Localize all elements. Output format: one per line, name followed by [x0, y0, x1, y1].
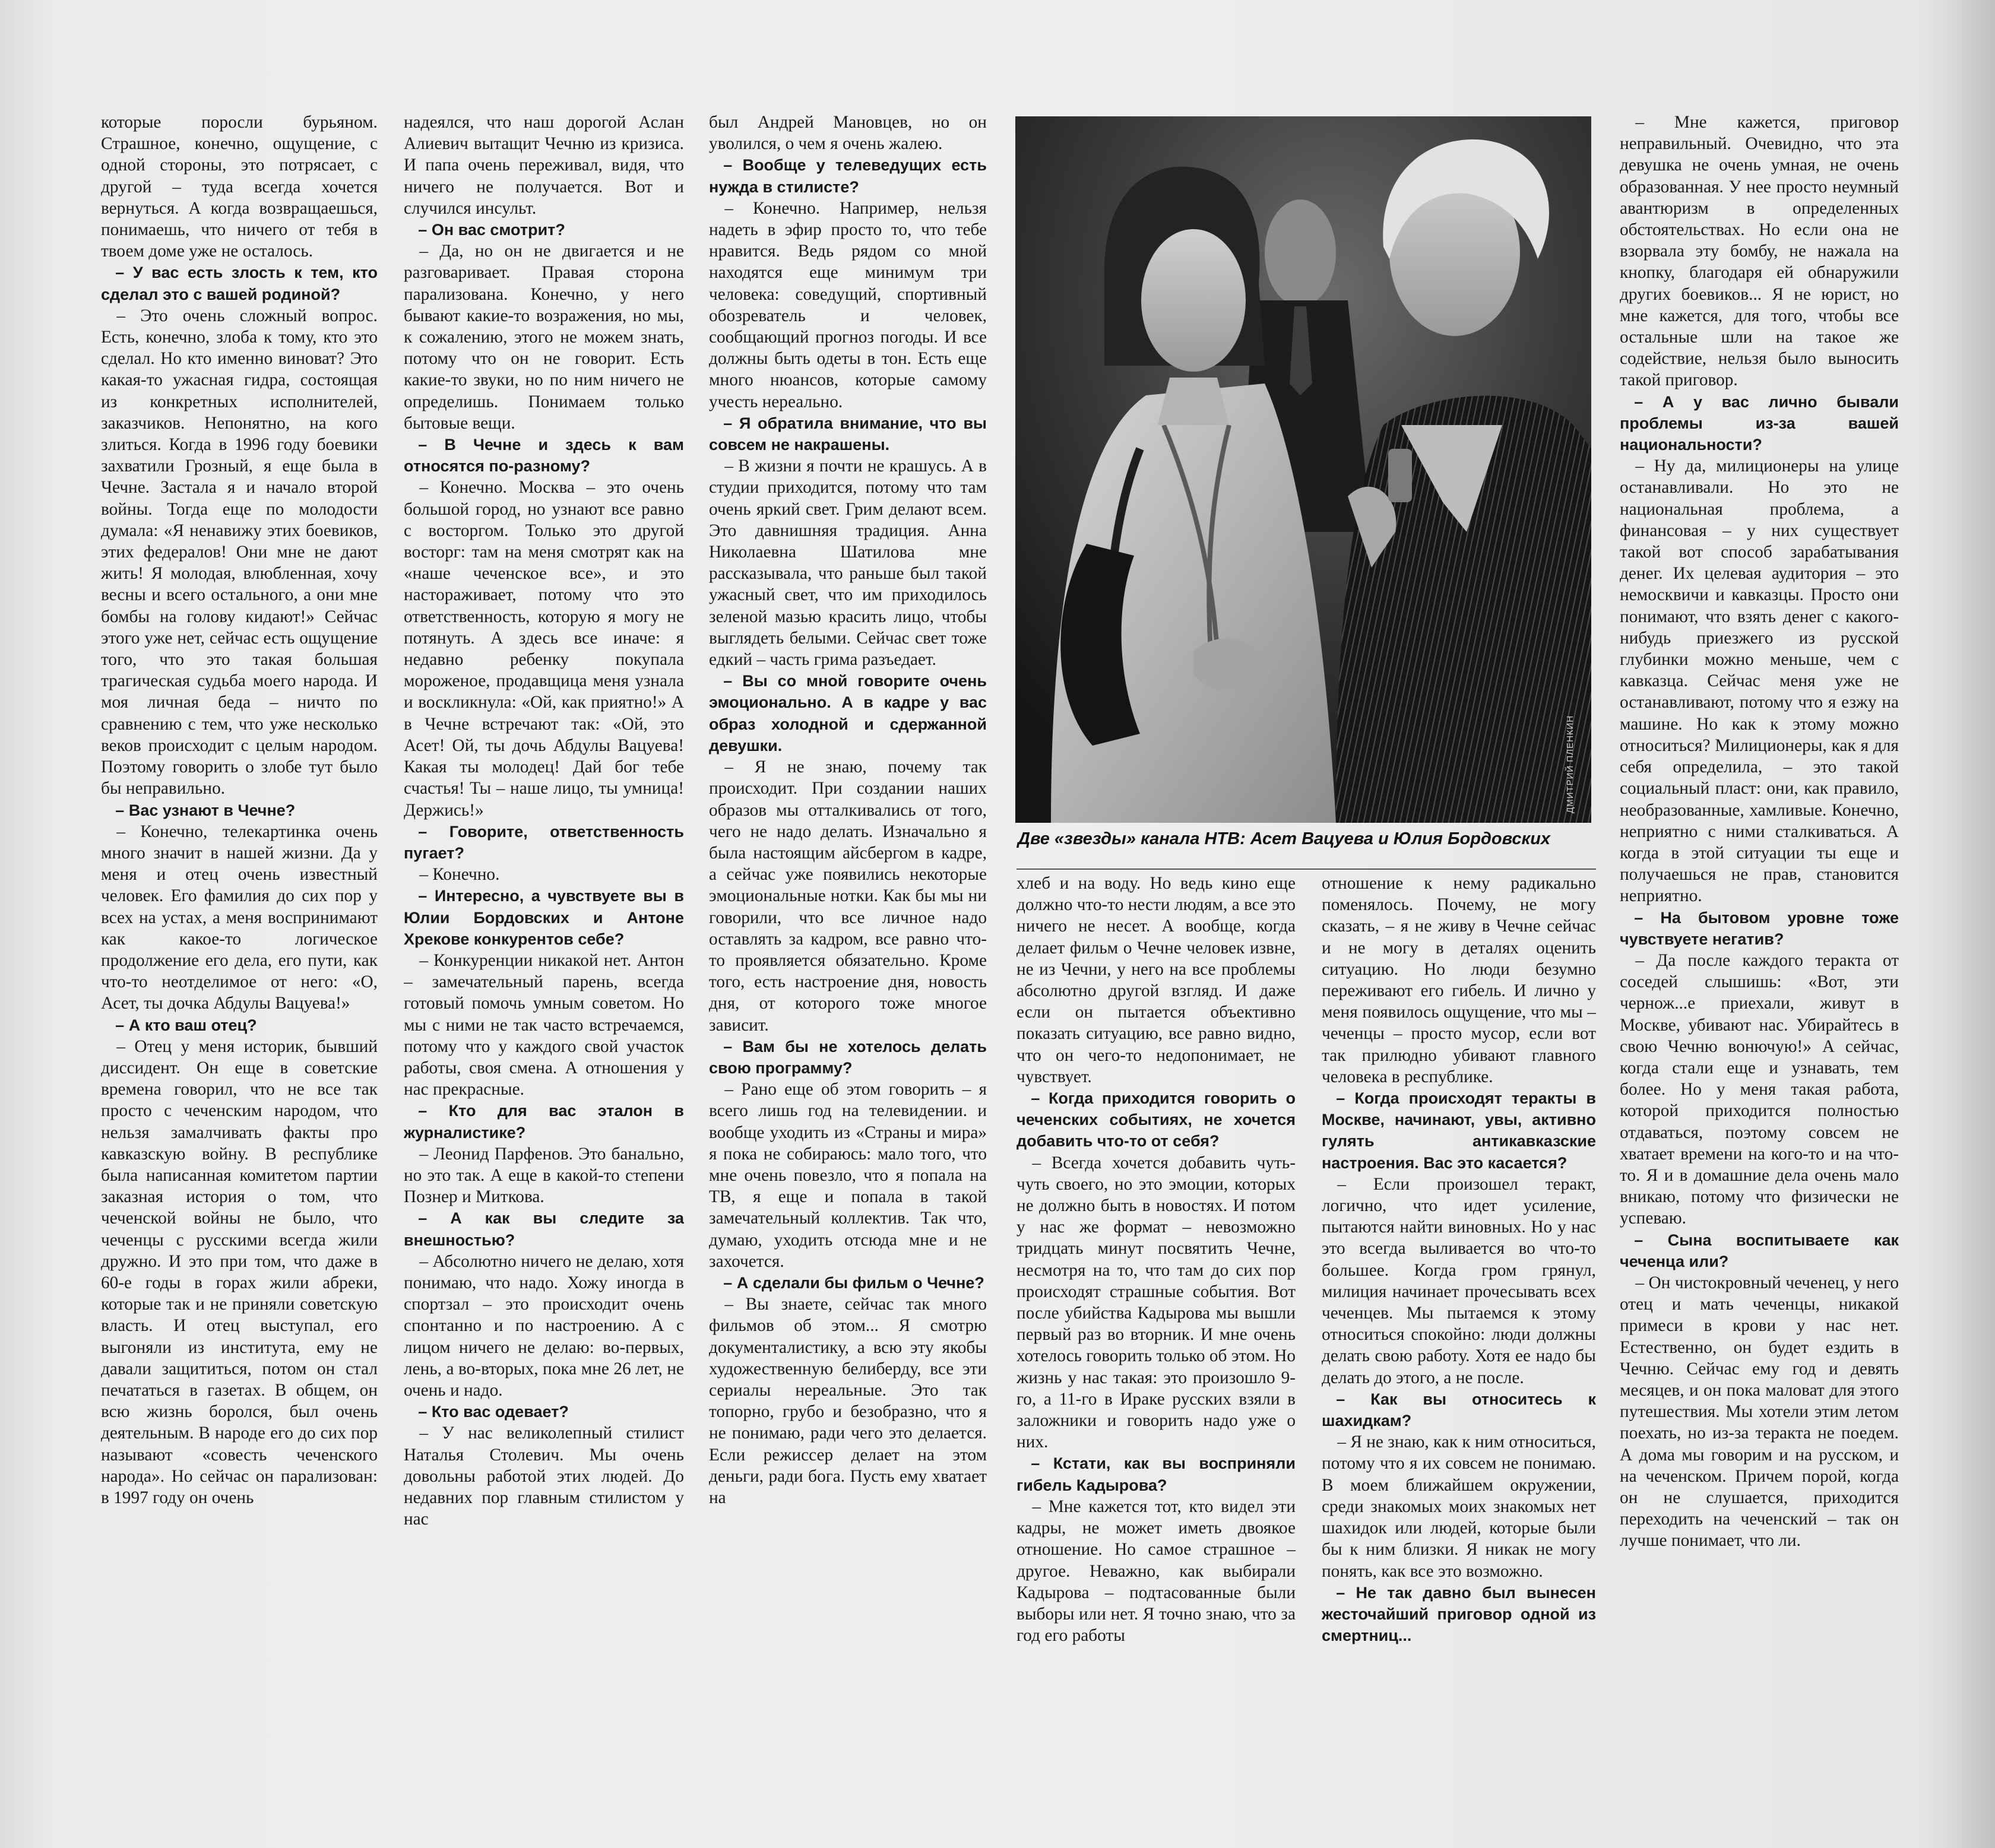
interview-question: – Когда приходится говорить о чеченских событиях, не хочется добавить что-то от себя? [1016, 1089, 1296, 1150]
interview-answer: – Конечно. Москва – это очень большой город, но узнают все равно с восторгом. Только это другой восторг: там на меня смотрят как на «наше чеченское все», и это настораживает, потому что это ответственность, которую я могу не потянуть. А здесь все иначе: я недавно ребенку покупала мороженое, продавщица меня узнала и воскликнула: «Ой, как приятно!» А в Чечне встречают так: «Ой, это Асет! Ой, ты дочь Абдулы Вацуева! Какая ты молодец! Дай бог тебе счастья! Ты – наше лицо, ты умница! Держись!» [404, 478, 684, 820]
photo-illustration [1015, 116, 1591, 823]
interview-question: – Он вас смотрит? [418, 221, 565, 239]
interview-question: – Сына воспитываете как чеченца или? [1620, 1231, 1899, 1270]
interview-answer: был Андрей Мановцев, но он уволился, о чем я очень жалею. [709, 113, 987, 154]
article-column-4 [1016, 873, 1296, 1827]
photo-two-presenters [1015, 116, 1591, 823]
interview-answer: – Всегда хочется добавить чуть-чуть своего, но это эмоции, которых не должно быть в новостях. И потом у нас же формат – невозможно тридцать минут посвятить Чечне, несмотря на то, что там до сих пор происходят страшные события. Вот после убийства Кадырова мы вышли первый раз во вторник. И мне очень хотелось говорить только об этом. Но жизнь у нас такая: это произошло 9-го, а 11-го в Ираке русских взяли в заложники и говорить надо уже о них. [1016, 1153, 1296, 1452]
interview-answer: – Вы знаете, сейчас так много фильмов об этом... Я смотрю документалистику, а всю эту якобы художественную белиберду, все эти сериалы нереальные. Это так топорно, грубо и безобразно, что я не понимаю, ради чего это делается. Если режиссер делает на этом деньги, ради бога. Пусть ему хватает на [709, 1295, 987, 1507]
interview-question: – Вы со мной говорите очень эмоционально. А в кадре у вас образ холодной и сдержанной девушки. [709, 672, 987, 755]
page-edge-shadow [1942, 0, 1995, 1848]
interview-answer: – Я не знаю, как к ним относиться, потому что я их совсем не понимаю. В моем ближайшем окружении, среди знакомых моих знакомых нет шахидок или людей, которые были бы к ним близки. Я никак не могу понять, как все это возможно. [1322, 1432, 1596, 1581]
interview-question: – У вас есть злость к тем, кто сделал это с вашей родиной? [101, 264, 378, 303]
interview-answer: – Конечно, телекартинка очень много значит в нашей жизни. Да у меня и отец очень известный человек. Его фамилия до сих пор у всех на устах, а меня воспринимают как какое-то логическое продолжение его дела, его пути, как что-то неотделимое от него: «О, Асет, ты дочка Абдулы Вацуева!» [101, 822, 378, 1013]
interview-question: – Когда происходят теракты в Москве, начинают, увы, активно гулять антикавказские настроения. Вас это касается? [1322, 1089, 1596, 1172]
photo-credit: ДМИТРИЙ ПЛЕНКИН [1565, 715, 1575, 813]
interview-answer: – Абсолютно ничего не делаю, хотя понимаю, что надо. Хожу иногда в спортзал – это происходит очень спонтанно и по настроению. А с лицом ничего не делаю: во-первых, лень, а во-вторых, пока мне 26 лет, не очень и надо. [404, 1251, 684, 1400]
interview-answer: – Конкуренции никакой нет. Антон – замечательный парень, всегда готовый помочь умным советом. Но мы с ними не так часто встречаемся, потому что у каждого свой участок работы, своя смена. А отношения у нас прекрасные. [404, 950, 684, 1099]
interview-answer: – Да, но он не двигается и не разговаривает. Правая сторона парализована. Конечно, у него бывают какие-то возражения, но мы, к сожалению, этого не можем знать, потому что он не говорит. Есть какие-то звуки, но по ним ничего не определишь. Понимаем только бытовые вещи. [404, 242, 684, 433]
interview-answer: – Если произошел теракт, логично, что идет усиление, пытаются найти виновных. Но у нас это всегда выливается во что-то большее. Когда гром грянул, милиция начинает прочесывать всех чеченцев. Мы пытаемся к этому относиться спокойно: люди должны делать свою работу. Хотя ее надо бы делать до этого, а не после. [1322, 1174, 1596, 1387]
interview-question: – Не так давно был вынесен жесточайший приговор одной из смертниц... [1322, 1583, 1596, 1645]
interview-question: – Кто вас одевает? [418, 1403, 569, 1421]
interview-answer: – Рано еще об этом говорить – я всего лишь год на телевидении. и вообще уходить из «Страны и мира» я пока не собираюсь: мало того, что мне очень повезло, что я попала на ТВ, я еще и попала в такой замечательный коллектив. Так что, думаю, уходить отсюда мне и не захочется. [709, 1080, 987, 1271]
interview-question: – А сделали бы фильм о Чечне? [723, 1273, 984, 1292]
interview-question: – В Чечне и здесь к вам относятся по-разному? [404, 436, 684, 476]
interview-answer: – Я не знаю, почему так происходит. При создании наших образов мы отталкивались от того, чего не надо делать. Изначально я была настоящим айсбергом в кадре, а сейчас уже появились некоторые эмоциональные нотки. Как бы мы ни говорили, что все личное надо оставлять за кадром, все равно что-то проявляется обязательно. Кроме того, есть настроение дня, новость дня, от которого тоже многое зависит. [709, 757, 987, 1035]
interview-answer: – У нас великолепный стилист Наталья Столевич. Мы очень довольны работой этих людей. До недавних пор главным стилистом у нас [404, 1424, 684, 1529]
article-column-3 [709, 112, 987, 1827]
interview-answer: отношение к нему радикально поменялось. Почему, не могу сказать, – я не живу в Чечне сейчас и не могу в деталях оценить ситуацию. Но люди безумно переживают его гибель. И лично у меня появилось ощущение, что мы – чеченцы – просто мусор, если вот так прилюдно убивают главного человека в республике. [1322, 874, 1596, 1086]
interview-question: – Как вы относитесь к шахидкам? [1322, 1390, 1596, 1430]
interview-answer: – Мне кажется, приговор неправильный. Очевидно, что эта девушка не очень умная, не очень образованная. У нее просто неумный авантюризм в определенных обстоятельствах. Но если она не взорвала эту бомбу, не нажала на кнопку, благодаря ей обнаружили других боевиков... Я не юрист, но мне кажется, для того, чтобы все остальные шли на такое же содействие, нельзя было выносить такой приговор. [1620, 113, 1899, 390]
interview-answer: – Леонид Парфенов. Это банально, но это так. А еще в какой-то степени Познер и Миткова. [404, 1144, 684, 1207]
interview-answer: – Конечно. Например, нельзя надеть в эфир просто то, что тебе нравится. Ведь рядом со мной находятся еще минимум три человека: соведущий, спортивный обозреватель и человек, сообщающий прогноз погоды. И все должны быть одеты в тон. Есть еще много нюансов, которые самому учесть нереально. [709, 198, 987, 411]
interview-question: – А у вас лично бывали проблемы из-за вашей национальности? [1620, 392, 1899, 454]
interview-question: – Кстати, как вы восприняли гибель Кадырова? [1016, 1454, 1296, 1494]
article-column-6 [1620, 112, 1899, 1827]
interview-answer: – Он чистокровный чеченец, у него отец и мать чеченцы, никакой примеси в крови у нас нет. Естественно, он будет ездить в Чечню. Сейчас ему год и девять месяцев, и он пока маловат для этого путешествия. Мы хотели этим летом поехать, но из-за теракта не поедем. А дома мы говорим и на русском, и на чеченском. Причем порой, когда он не слушается, приходится переходить на чеченский – так он лучше понимает, что ли. [1620, 1273, 1899, 1551]
interview-answer: – Мне кажется тот, кто видел эти кадры, не может иметь двоякое отношение. Но самое страшное – другое. Неважно, как выбирали Кадырова – подтасованные были выборы или нет. Я точно знаю, что за год его работы [1016, 1497, 1296, 1646]
interview-question: – Вообще у телеведущих есть нужда в стилисте? [709, 156, 987, 196]
interview-answer: – Отец у меня историк, бывший диссидент. Он еще в советские времена говорил, что не все так просто с чеченским народом, что нельзя замалчивать факты про кавказскую войну. В республике была написанная комитетом партии заказная история о том, что чеченской войны не было, что чеченцы с русскими всегда жили дружно. И это при том, что даже в 60-е годы в горах жили абреки, которые так и не приняли советскую власть. И отец выступал, его выгоняли из института, ему не давали защититься, потом он стал печататься в газетах. В общем, он всю жизнь боролся, был очень деятельным. В народе его до сих пор называют «совесть чеченского народа». Но сейчас он парализован: в 1997 году он очень [101, 1036, 378, 1507]
interview-answer: – Конечно. [419, 865, 500, 885]
interview-question: – Я обратила внимание, что вы совсем не накрашены. [709, 414, 987, 454]
photo-caption: Две «звезды» канала НТВ: Асет Вацуева и Юлия Бордовских [1018, 829, 1551, 848]
interview-question: – А кто ваш отец? [115, 1016, 257, 1034]
article-column-5 [1322, 873, 1596, 1827]
article-column-1 [101, 112, 378, 1827]
interview-answer: надеялся, что наш дорогой Аслан Алиевич вытащит Чечню из кризиса. И папа очень переживал, видя, что ничего не получается. Вот и случился инсульт. [404, 113, 684, 218]
article-column-2 [404, 112, 684, 1827]
interview-answer: – Да после каждого теракта от соседей слышишь: «Вот, эти чернож...е приехали, живут в Москве, убивают нас. Убирайтесь в свою Чечню вонючую!» А сейчас, когда стали еще и узнавать, тем более. Но у меня такая работа, которой приходится полностью отдаваться, поэтому совсем не хватает времени на кого-то и на что-то. Я и в домашние дела очень мало вникаю, потому что физически не успеваю. [1620, 950, 1899, 1228]
woman-left-face [1141, 229, 1246, 372]
interview-answer: – В жизни я почти не крашусь. А в студии приходится, потому что там очень яркий свет. Грим делают всем. Это давнишняя традиция. Анна Николаевна Шатилова мне рассказывала, что раньше был такой ужасный свет, что им приходилось зеленой мазью красить лицо, чтобы выглядеть белыми. Сейчас свет тоже едкий – часть грима разъедает. [709, 457, 987, 670]
interview-answer: которые поросли бурьяном. Страшное, конечно, ощущение, с одной стороны, это потрясает, с другой – туда всегда хочется вернуться. А когда возвращаешься, понимаешь, что ничего от тебя в твоем доме уже не осталось. [101, 113, 378, 261]
interview-answer: хлеб и на воду. Но ведь кино еще должно что-то нести людям, а все это ничего не несет. А вообще, когда делает фильм о Чечне человек извне, не из Чечни, у него на все проблемы абсолютно другой взгляд. И даже если он пытается объективно показать ситуацию, все равно видно, что он чего-то недопонимает, не чувствует. [1016, 874, 1296, 1086]
interview-question: – Говорите, ответственность пугает? [404, 822, 684, 862]
background-man-face [1265, 199, 1336, 306]
interview-answer: – Это очень сложный вопрос. Есть, конечно, злоба к тому, кто это сделал. Но кто именно виноват? Это какая-то ужасная гидра, состоящая из конкретных исполнителей, заказчиков. Непонятно, на кого злиться. Когда в 1996 году боевики захватили Грозный, я еще была в Чечне. Застала я и начало второй войны. Тогда еще по молодости думала: «Я ненавижу этих боевиков, этих федералов! Они мне не дают жить! Я молодая, влюбленная, хочу весны и всего остального, а они мне бомбы на голову кидают!» Сейчас этого уже нет, сейчас есть ощущение того, что это такая большая трагическая судьба моего народа. И моя личная беда – ничто по сравнению с тем, что уже несколько веков происходит с целым народом. Поэтому говорить о злобе тут было бы неправильно. [101, 306, 378, 798]
interview-question: – А как вы следите за внешностью? [404, 1209, 684, 1249]
interview-question: – Вам бы не хотелось делать свою программу? [709, 1037, 987, 1077]
interview-question: – На бытовом уровне тоже чувствуете негатив? [1620, 908, 1899, 948]
interview-question: – Кто для вас эталон в журналистике? [404, 1102, 684, 1142]
interview-answer: – Ну да, милиционеры на улице останавливали. Но это не национальная проблема, а финансовая – у них существует такой вот способ зарабатывания денег. Их целевая аудитория – это немосквичи и кавказцы. Просто они понимают, что взять денег с какого-нибудь приезжего из русской глубинки можно меньше, чем с кавказца. Сейчас меня уже не останавливают, потому что я езжу на машине. Но как к этому можно относиться? Милиционеры, как я для себя определила, – это такой социальный пласт: они, как правило, необразованные, хамливые. Конечно, неприятно с ними сталкиваться. А когда в этой ситуации ты еще и получаешься не прав, становится неприятно. [1620, 457, 1899, 906]
caption-rule [1016, 868, 1596, 870]
interview-question: – Интересно, а чувствуете вы в Юлии Бордовских и Антоне Хрекове конкурентов себе? [404, 887, 684, 948]
interview-question: – Вас узнают в Чечне? [115, 801, 296, 819]
